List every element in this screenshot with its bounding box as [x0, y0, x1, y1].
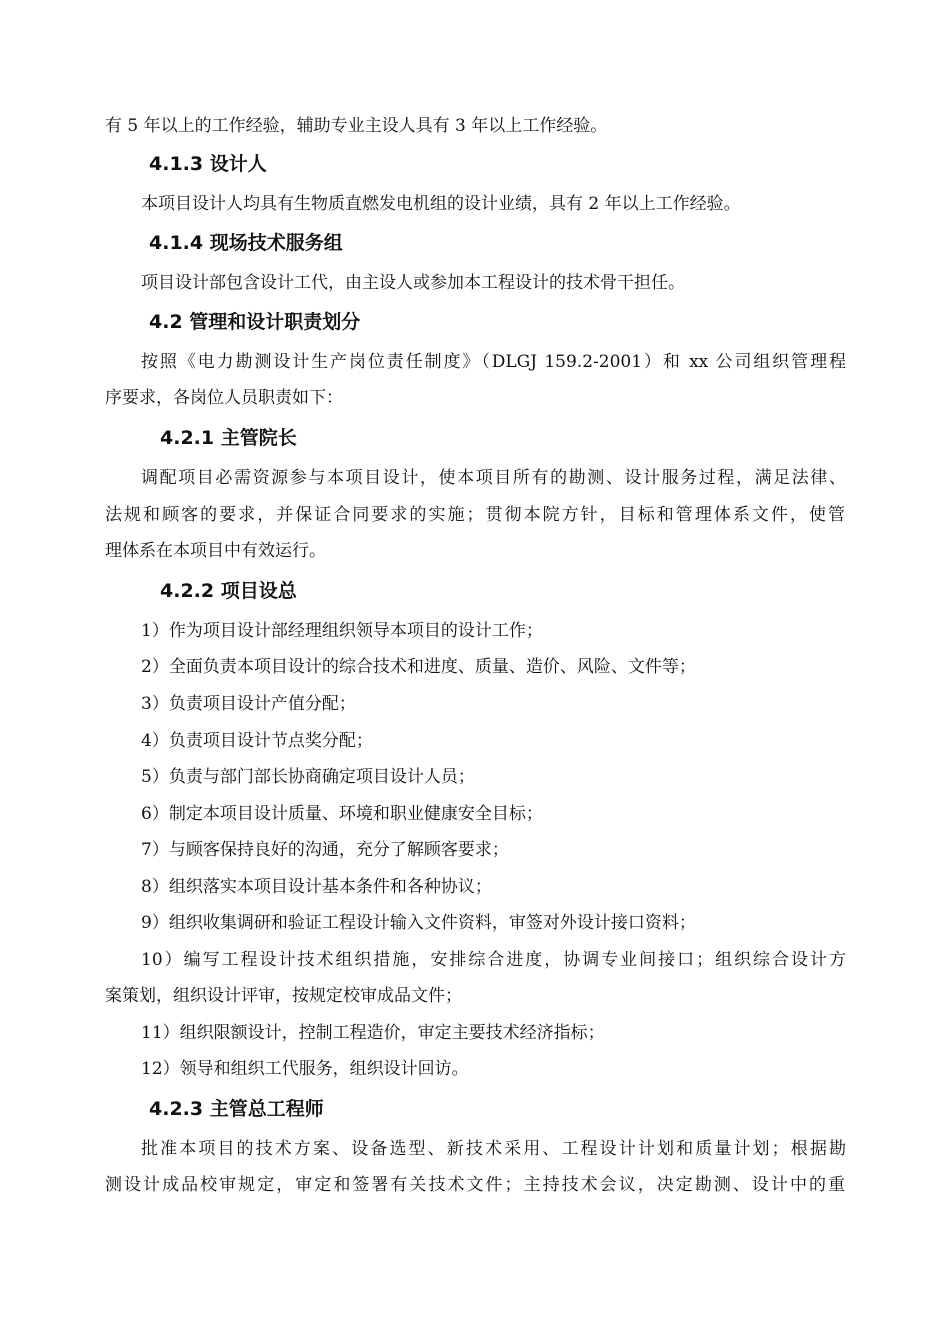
paragraph-line: 理体系在本项目中有效运行。 — [105, 541, 326, 561]
section-heading-4-2-3: 4.2.3 主管总工程师 — [149, 1098, 324, 1120]
list-item: 4）负责项目设计节点奖分配； — [141, 731, 373, 751]
list-item: 2）全面负责本项目设计的综合技术和进度、质量、造价、风险、文件等； — [141, 657, 696, 677]
list-item: 10）编写工程设计技术组织措施，安排综合进度，协调专业间接口；组织综合设计方 — [141, 950, 846, 970]
section-heading-4-2-1: 4.2.1 主管院长 — [160, 427, 297, 449]
list-item: 6）制定本项目设计质量、环境和职业健康安全目标； — [141, 804, 543, 824]
list-item: 7）与顾客保持良好的沟通，充分了解顾客要求； — [141, 840, 509, 860]
paragraph-line: 测设计成品校审规定，审定和签署有关技术文件；主持技术会议，决定勘测、设计中的重 — [105, 1175, 845, 1195]
list-item: 5）负责与部门部长协商确定项目设计人员； — [141, 767, 475, 787]
list-item-continuation: 案策划，组织设计评审，按规定校审成品文件； — [105, 986, 462, 1006]
section-heading-4-2-2: 4.2.2 项目设总 — [160, 580, 297, 602]
paragraph-line: 批准本项目的技术方案、设备选型、新技术采用、工程设计计划和质量计划；根据勘 — [141, 1139, 846, 1159]
paragraph-line: 本项目设计人均具有生物质直燃发电机组的设计业绩，具有 2 年以上工作经验。 — [141, 194, 741, 214]
paragraph-line: 按照《电力勘测设计生产岗位责任制度》（DLGJ 159.2-2001）和 xx 公司组织管理程 — [141, 352, 846, 372]
section-heading-4-1-4: 4.1.4 现场技术服务组 — [149, 232, 343, 254]
list-item: 3）负责项目设计产值分配； — [141, 694, 356, 714]
paragraph-line: 项目设计部包含设计工代，由主设人或参加本工程设计的技术骨干担任。 — [141, 273, 685, 293]
list-item: 12）领导和组织工代服务，组织设计回访。 — [141, 1059, 469, 1079]
paragraph-line: 调配项目必需资源参与本项目设计，使本项目所有的勘测、设计服务过程，满足法律、 — [141, 468, 846, 488]
paragraph-line: 法规和顾客的要求，并保证合同要求的实施；贯彻本院方针，目标和管理体系文件，使管 — [105, 505, 845, 525]
paragraph-line: 有 5 年以上的工作经验，辅助专业主设人具有 3 年以上工作经验。 — [105, 116, 608, 136]
list-item: 11）组织限额设计，控制工程造价，审定主要技术经济指标； — [141, 1023, 605, 1043]
paragraph-line: 序要求，各岗位人员职责如下： — [105, 388, 343, 408]
list-item: 9）组织收集调研和验证工程设计输入文件资料，审签对外设计接口资料； — [141, 913, 696, 933]
section-heading-4-1-3: 4.1.3 设计人 — [149, 153, 267, 175]
section-heading-4-2: 4.2 管理和设计职责划分 — [149, 311, 361, 333]
list-item: 8）组织落实本项目设计基本条件和各种协议； — [141, 877, 492, 897]
list-item: 1）作为项目设计部经理组织领导本项目的设计工作； — [141, 621, 543, 641]
